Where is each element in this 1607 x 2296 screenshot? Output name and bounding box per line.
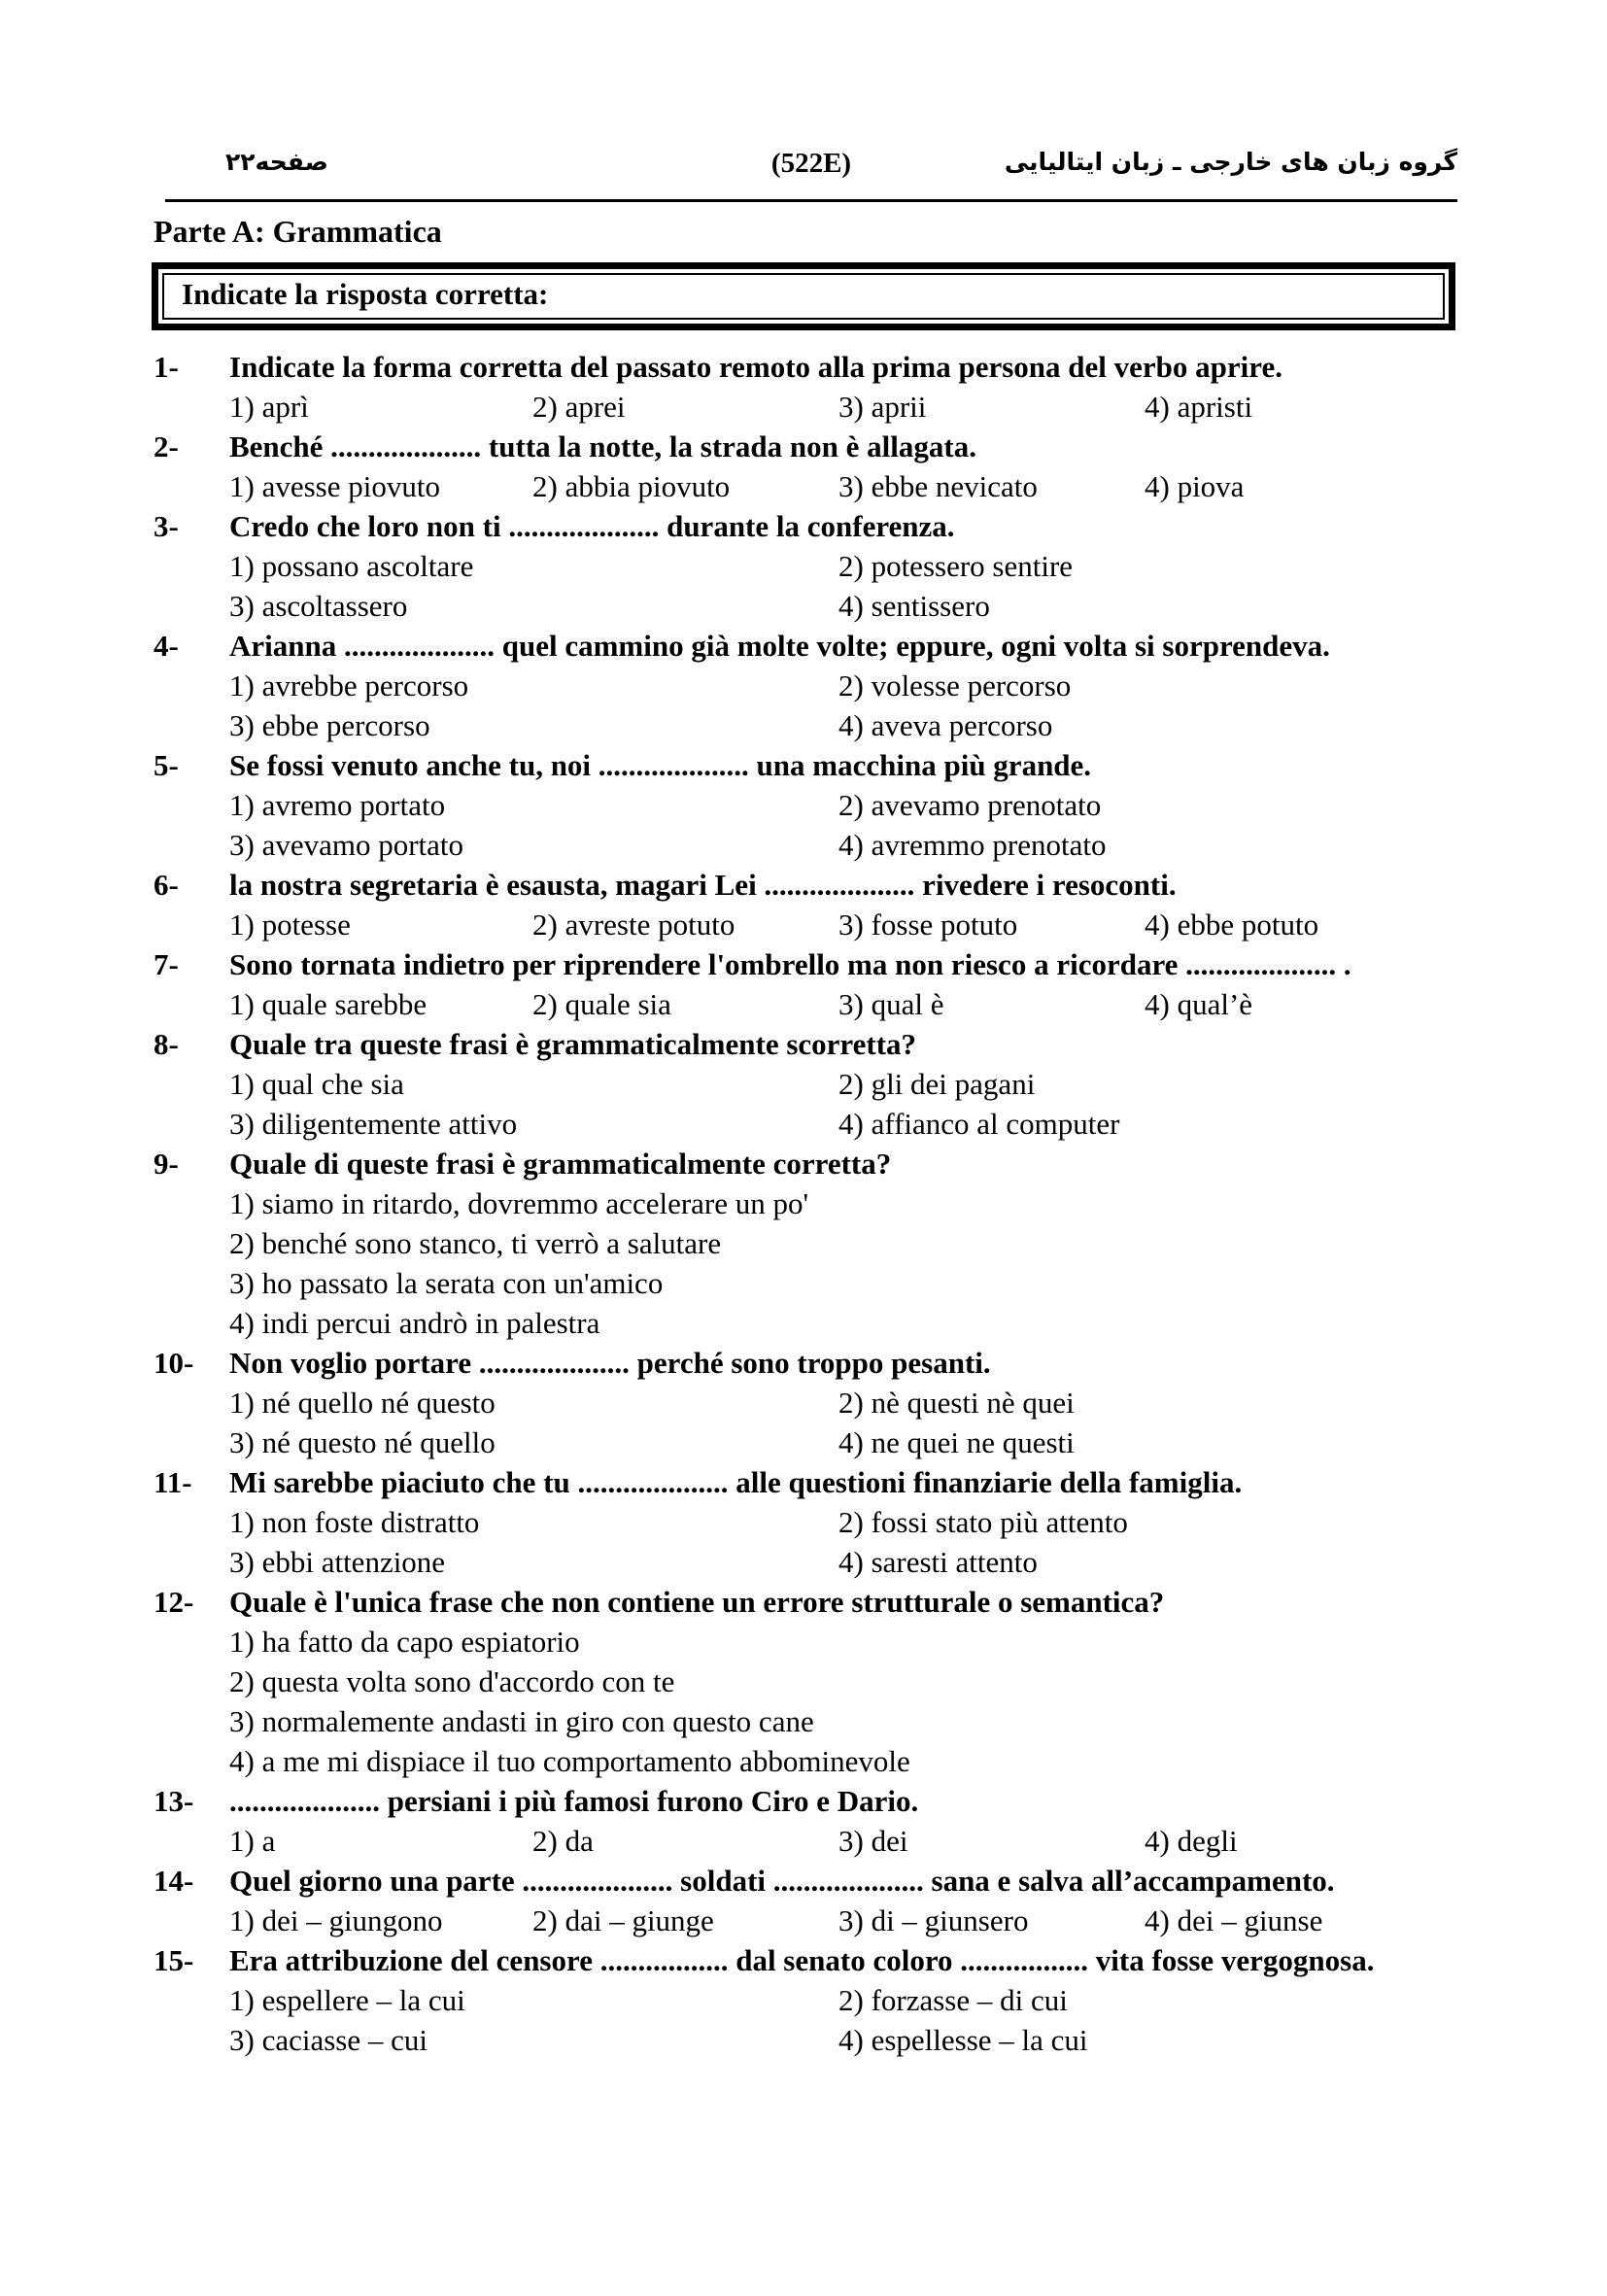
option[interactable]: 3) diligentemente attivo [229, 1107, 518, 1141]
options [229, 1183, 1460, 1343]
options [229, 1064, 1460, 1144]
option[interactable]: 4) saresti attento [838, 1545, 1038, 1579]
question [154, 745, 1460, 865]
option[interactable]: 1) ha fatto da capo espiatorio [229, 1625, 580, 1659]
exam-group-title: گروه زبان های خارجی ـ زبان ایتالیایی [1004, 148, 1457, 176]
option[interactable]: 4) qual’è [1145, 987, 1253, 1021]
question-number: 5- [154, 748, 179, 782]
question-number: 15- [154, 1943, 194, 1977]
option[interactable]: 3) ebbi attenzione [229, 1545, 446, 1579]
option[interactable]: 2) avevamo prenotato [838, 788, 1102, 822]
option[interactable]: 3) ascoltassero [229, 589, 408, 623]
question [154, 865, 1460, 944]
question [154, 427, 1460, 506]
question-text: Quale è l'unica frase che non contiene un errore strutturale o semantica? [229, 1585, 1165, 1619]
option[interactable]: 2) benché sono stanco, ti verrò a salutare [229, 1226, 722, 1260]
question [154, 1024, 1460, 1144]
question-text: Mi sarebbe piaciuto che tu .................... alle questioni finanziarie della famiglia. [229, 1465, 1243, 1499]
question-stem [154, 1781, 1460, 1821]
option[interactable]: 3) ebbe nevicato [838, 469, 1038, 503]
options [229, 1622, 1460, 1781]
options [229, 466, 1460, 506]
question-text: Quale di queste frasi è grammaticalmente corretta? [229, 1147, 892, 1181]
option[interactable]: 1) dei – giungono [229, 1903, 443, 1937]
option[interactable]: 2) aprei [532, 390, 626, 424]
question-number: 2- [154, 429, 179, 463]
instruction-text: Indicate la risposta corretta: [182, 277, 549, 311]
option[interactable]: 1) non foste distratto [229, 1505, 480, 1539]
option[interactable]: 3) di – giunsero [838, 1903, 1029, 1937]
options [229, 387, 1460, 427]
question-number: 12- [154, 1585, 194, 1619]
page-number: صفحه۲۲ [225, 148, 328, 176]
question-text: Credo che loro non ti .................... durante la conferenza. [229, 509, 955, 543]
question-number: 14- [154, 1864, 194, 1898]
option[interactable]: 4) degli [1145, 1824, 1238, 1858]
question-list [154, 347, 1460, 2060]
question-number: 10- [154, 1346, 194, 1380]
options [229, 1821, 1460, 1861]
exam-code: (522E) [770, 148, 852, 179]
option[interactable]: 3) qual è [838, 987, 944, 1021]
question-number: 3- [154, 509, 179, 543]
option[interactable]: 1) qual che sia [229, 1067, 404, 1101]
options [229, 984, 1460, 1024]
option[interactable]: 2) nè questi nè quei [838, 1386, 1075, 1420]
question-text: .................... persiani i più famosi furono Ciro e Dario. [229, 1784, 919, 1818]
option[interactable]: 4) a me mi dispiace il tuo comportamento abbominevole [229, 1744, 910, 1778]
question [154, 626, 1460, 745]
question [154, 1582, 1460, 1781]
question-number: 13- [154, 1784, 194, 1818]
question-number: 4- [154, 629, 179, 663]
question [154, 1781, 1460, 1861]
option[interactable]: 2) questa volta sono d'accordo con te [229, 1664, 675, 1698]
question-text: Sono tornata indietro per riprendere l'ombrello ma non riesco a ricordare .................... . [229, 947, 1351, 981]
options [229, 1980, 1460, 2060]
option[interactable]: 3) dei [838, 1824, 908, 1858]
question-stem [154, 626, 1460, 666]
options [229, 1502, 1460, 1582]
option[interactable]: 2) fossi stato più attento [838, 1505, 1128, 1539]
question-stem [154, 1582, 1460, 1622]
question-number: 7- [154, 947, 179, 981]
options [229, 1383, 1460, 1462]
page-header [165, 148, 1457, 187]
question [154, 347, 1460, 427]
option[interactable]: 4) piova [1145, 469, 1245, 503]
option[interactable]: 1) aprì [229, 390, 309, 424]
question-stem [154, 1861, 1460, 1901]
question-stem [154, 506, 1460, 546]
question-text: Era attribuzione del censore ................. dal senato coloro ................. vita fosse vergognosa. [229, 1943, 1375, 1977]
option[interactable]: 3) ebbe percorso [229, 708, 430, 742]
option[interactable]: 3) normalemente andasti in giro con questo cane [229, 1704, 814, 1738]
options [229, 666, 1460, 745]
option[interactable]: 1) possano ascoltare [229, 549, 474, 583]
question [154, 506, 1460, 626]
option[interactable]: 3) fosse potuto [838, 908, 1018, 942]
option[interactable]: 1) a [229, 1824, 276, 1858]
option[interactable]: 2) da [532, 1824, 594, 1858]
option[interactable]: 3) né questo né quello [229, 1425, 496, 1459]
options [229, 1901, 1460, 1940]
question [154, 1861, 1460, 1940]
question-stem [154, 865, 1460, 905]
question-text: Indicate la forma corretta del passato remoto alla prima persona del verbo aprire. [229, 350, 1282, 384]
question-text: la nostra segretaria è esausta, magari Lei .................... rivedere i resoconti. [229, 868, 1177, 902]
option[interactable]: 4) apristi [1145, 390, 1253, 424]
question-text: Quel giorno una parte .................... soldati .................... sana e salva all’accampamento. [229, 1864, 1335, 1898]
option[interactable]: 1) avrebbe percorso [229, 668, 469, 703]
option[interactable]: 2) forzasse – di cui [838, 1983, 1068, 2017]
option[interactable]: 1) avremo portato [229, 788, 446, 822]
question [154, 1940, 1460, 2060]
question-text: Benché .................... tutta la notte, la strada non è allagata. [229, 429, 976, 463]
option[interactable]: 2) potessero sentire [838, 549, 1074, 583]
question-stem [154, 1024, 1460, 1064]
option[interactable]: 3) avevamo portato [229, 828, 464, 862]
question-stem [154, 1940, 1460, 1980]
instruction-box [152, 262, 1455, 330]
option[interactable]: 1) né quello né questo [229, 1386, 496, 1420]
question-text: Arianna .................... quel cammino già molte volte; eppure, ogni volta si sorprendeva. [229, 629, 1330, 663]
question [154, 1462, 1460, 1582]
option[interactable]: 3) ho passato la serata con un'amico [229, 1266, 664, 1300]
question-text: Se fossi venuto anche tu, noi .................... una macchina più grande. [229, 748, 1092, 782]
question [154, 1144, 1460, 1343]
question-number: 9- [154, 1147, 179, 1181]
option[interactable]: 2) gli dei pagani [838, 1067, 1036, 1101]
option[interactable]: 4) indi percui andrò in palestra [229, 1306, 600, 1340]
question [154, 944, 1460, 1024]
question-stem [154, 745, 1460, 785]
option[interactable]: 4) avremmo prenotato [838, 828, 1107, 862]
option[interactable]: 4) ebbe potuto [1145, 908, 1319, 942]
question-stem [154, 347, 1460, 387]
options [229, 785, 1460, 865]
question-number: 6- [154, 868, 179, 902]
question-text: Quale tra queste frasi è grammaticalmente scorretta? [229, 1027, 917, 1061]
option[interactable]: 3) caciasse – cui [229, 2023, 427, 2057]
option[interactable]: 1) potesse [229, 908, 351, 942]
option[interactable]: 2) volesse percorso [838, 668, 1072, 703]
question-stem [154, 1462, 1460, 1502]
option[interactable]: 4) affianco al computer [838, 1107, 1120, 1141]
option[interactable]: 2) quale sia [532, 987, 671, 1021]
option[interactable]: 1) siamo in ritardo, dovremmo accelerare un po' [229, 1186, 809, 1220]
option[interactable]: 2) dai – giunge [532, 1903, 714, 1937]
options [229, 905, 1460, 944]
question-stem [154, 1343, 1460, 1383]
option[interactable]: 3) aprii [838, 390, 927, 424]
options [229, 546, 1460, 626]
question [154, 1343, 1460, 1462]
header-divider [165, 199, 1457, 202]
option[interactable]: 4) sentissero [838, 589, 990, 623]
option[interactable]: 4) espellesse – la cui [838, 2023, 1088, 2057]
question-text: Non voglio portare .................... perché sono troppo pesanti. [229, 1346, 991, 1380]
option[interactable]: 4) aveva percorso [838, 708, 1053, 742]
option[interactable]: 4) ne quei ne questi [838, 1425, 1075, 1459]
section-title: Parte A: Grammatica [154, 214, 442, 249]
question-number: 11- [154, 1465, 192, 1499]
question-stem [154, 1144, 1460, 1183]
question-number: 8- [154, 1027, 179, 1061]
question-stem [154, 427, 1460, 466]
option[interactable]: 1) quale sarebbe [229, 987, 427, 1021]
option[interactable]: 1) avesse piovuto [229, 469, 440, 503]
question-number: 1- [154, 350, 179, 384]
option[interactable]: 4) dei – giunse [1145, 1903, 1323, 1937]
question-stem [154, 944, 1460, 984]
option[interactable]: 2) abbia piovuto [532, 469, 731, 503]
option[interactable]: 1) espellere – la cui [229, 1983, 465, 2017]
option[interactable]: 2) avreste potuto [532, 908, 735, 942]
